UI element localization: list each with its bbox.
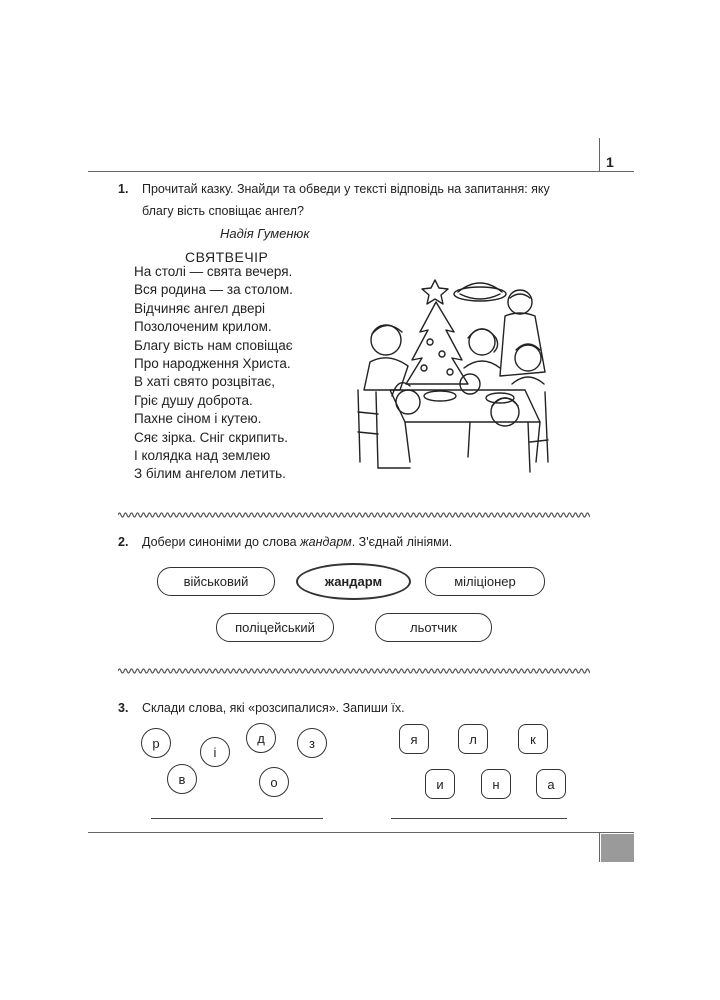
poem-line: Благу вість нам сповіщає <box>134 337 293 353</box>
word-pill-military[interactable]: військовий <box>157 567 275 596</box>
task1-number: 1. <box>118 182 129 196</box>
letter-circle: д <box>246 723 276 753</box>
letter-square: а <box>536 769 566 799</box>
task2-instruction-suffix: . З'єднай лініями. <box>351 535 453 549</box>
poem-line: І колядка над землею <box>134 448 271 464</box>
christmas-family-dinner-illustration <box>350 272 565 477</box>
poem-line: Позолоченим крилом. <box>134 319 272 335</box>
task2-instruction <box>142 531 452 553</box>
wavy-separator <box>118 667 590 675</box>
page-number-divider <box>599 138 600 172</box>
task2-instruction-prefix: Добери синоніми до слова <box>142 535 301 549</box>
bottom-divider <box>599 832 600 862</box>
poem-line: Сяє зірка. Сніг скрипить. <box>134 429 289 445</box>
poem-author: Надія Гуменюк <box>220 226 310 241</box>
letter-circle: р <box>141 728 171 758</box>
answer-line-left[interactable] <box>151 818 323 819</box>
task2-number: 2. <box>118 535 129 549</box>
letter-square: н <box>481 769 511 799</box>
word-pill-militiaman[interactable]: міліціонер <box>425 567 545 596</box>
poem-line: Гріє душу доброта. <box>134 392 253 408</box>
word-pill-pilot[interactable]: льотчик <box>375 613 492 642</box>
poem-line: На столі — свята вечеря. <box>134 264 293 279</box>
letter-circle: в <box>167 764 197 794</box>
task1-instruction-line2: благу вість сповіщає ангел? <box>142 204 304 218</box>
task3-number: 3. <box>118 701 129 715</box>
letter-square: л <box>458 724 488 754</box>
poem-line: Пахне сіном і кутею. <box>134 411 262 427</box>
wavy-separator <box>118 511 590 519</box>
poem-line: В хаті свято розцвітає, <box>134 374 276 390</box>
word-pill-policeman[interactable]: поліцейський <box>216 613 334 642</box>
task3-instruction: Склади слова, які «розсипалися». Запиши їх. <box>142 701 405 715</box>
poem-line: Про народження Христа. <box>134 356 291 372</box>
poem-line: Відчиняє ангел двері <box>134 300 266 316</box>
poem-title: СВЯТВЕЧІР <box>185 249 269 265</box>
poem-line: З білим ангелом летить. <box>134 466 286 482</box>
center-word-pill[interactable]: жандарм <box>296 563 411 600</box>
poem-line: Вся родина — за столом. <box>134 282 293 298</box>
letter-square: и <box>425 769 455 799</box>
letter-square: к <box>518 724 548 754</box>
poem <box>134 263 334 484</box>
page-tab-marker <box>601 834 634 862</box>
letter-circle: з <box>297 728 327 758</box>
letter-square: я <box>399 724 429 754</box>
task1-instruction <box>142 178 592 222</box>
letter-circle: і <box>200 737 230 767</box>
bottom-rule <box>88 832 634 833</box>
task1-instruction-line1: Прочитай казку. Знайди та обведи у тексті відповідь на запитання: яку <box>142 182 550 196</box>
top-rule <box>88 171 634 172</box>
page-number: 1 <box>606 154 614 170</box>
task2-instruction-word: жандарм <box>300 535 352 549</box>
letter-circle: о <box>259 767 289 797</box>
answer-line-right[interactable] <box>391 818 567 819</box>
